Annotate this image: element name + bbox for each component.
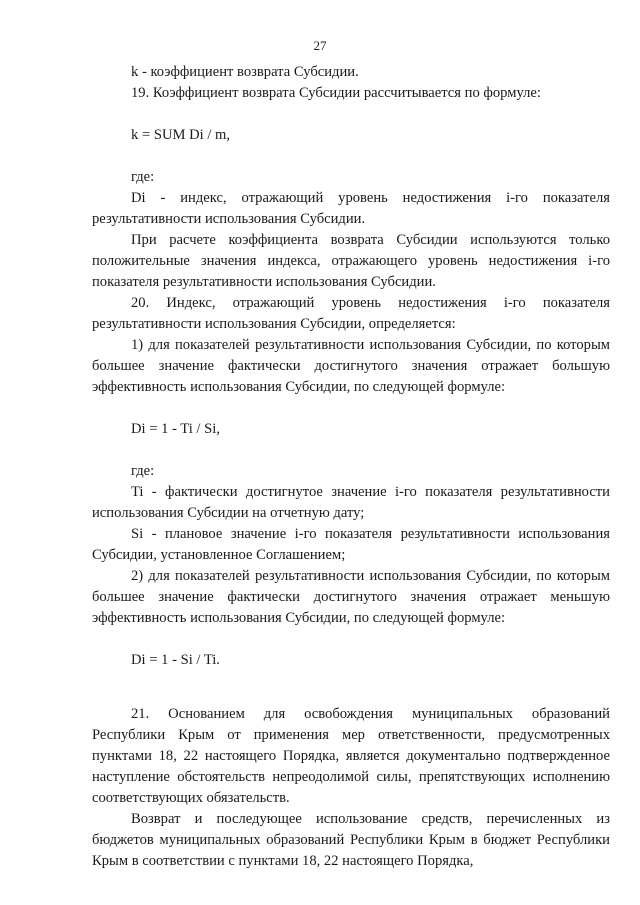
item-2: 2) для показателей результативности использования Субсидии, по которым большее значение фактически достигнутого значения отражает меньшую эффективность использования Субсидии, по следующей формуле: xyxy=(92,568,610,626)
where-label-2: где: xyxy=(131,463,155,479)
di-definition: Di - индекс, отражающий уровень недостижения i-го показателя результативности использования Субсидии. xyxy=(92,190,610,227)
page-number: 27 xyxy=(313,38,327,53)
document-body xyxy=(92,62,610,872)
where-label-1: где: xyxy=(131,169,155,185)
si-definition: Si - плановое значение i-го показателя результативности использования Субсидии, установленное Соглашением; xyxy=(92,526,610,563)
item-1: 1) для показателей результативности использования Субсидии, по которым большее значение фактически достигнутого значения отражает большую эффективность использования Субсидии, по следующей формуле: xyxy=(92,337,610,395)
formula-k: k = SUM Di / m, xyxy=(131,127,231,143)
ti-definition: Ti - фактически достигнутое значение i-го показателя результативности использования Субсидии на отчетную дату; xyxy=(92,484,610,521)
positive-values-note: При расчете коэффициента возврата Субсидии используются только положительные значения индекса, отражающего уровень недостижения i-го показателя результативности использования Субсидии. xyxy=(92,232,610,290)
return-paragraph: Возврат и последующее использование средств, перечисленных из бюджетов муниципальных образований Республики Крым в бюджет Республики Крым в соответствии с пунктами 18, 22 настоящего Порядка, xyxy=(92,811,610,869)
paragraph-21: 21. Основанием для освобождения муниципальных образований Республики Крым от применения мер ответственности, предусмотренных пунктами 18, 22 настоящего Порядка, является документально подтвержденное наступление обстоятельств непреодолимой силы, препятствующих исполнению соответствующих обязательств. xyxy=(92,706,610,806)
paragraph-19: 19. Коэффициент возврата Субсидии рассчитывается по формуле: xyxy=(131,85,541,101)
formula-di-1: Di = 1 - Ti / Si, xyxy=(131,421,220,437)
k-definition: k - коэффициент возврата Субсидии. xyxy=(131,64,359,80)
formula-di-2: Di = 1 - Si / Ti. xyxy=(131,652,220,668)
paragraph-20: 20. Индекс, отражающий уровень недостижения i-го показателя результативности использования Субсидии, определяется: xyxy=(92,295,610,332)
